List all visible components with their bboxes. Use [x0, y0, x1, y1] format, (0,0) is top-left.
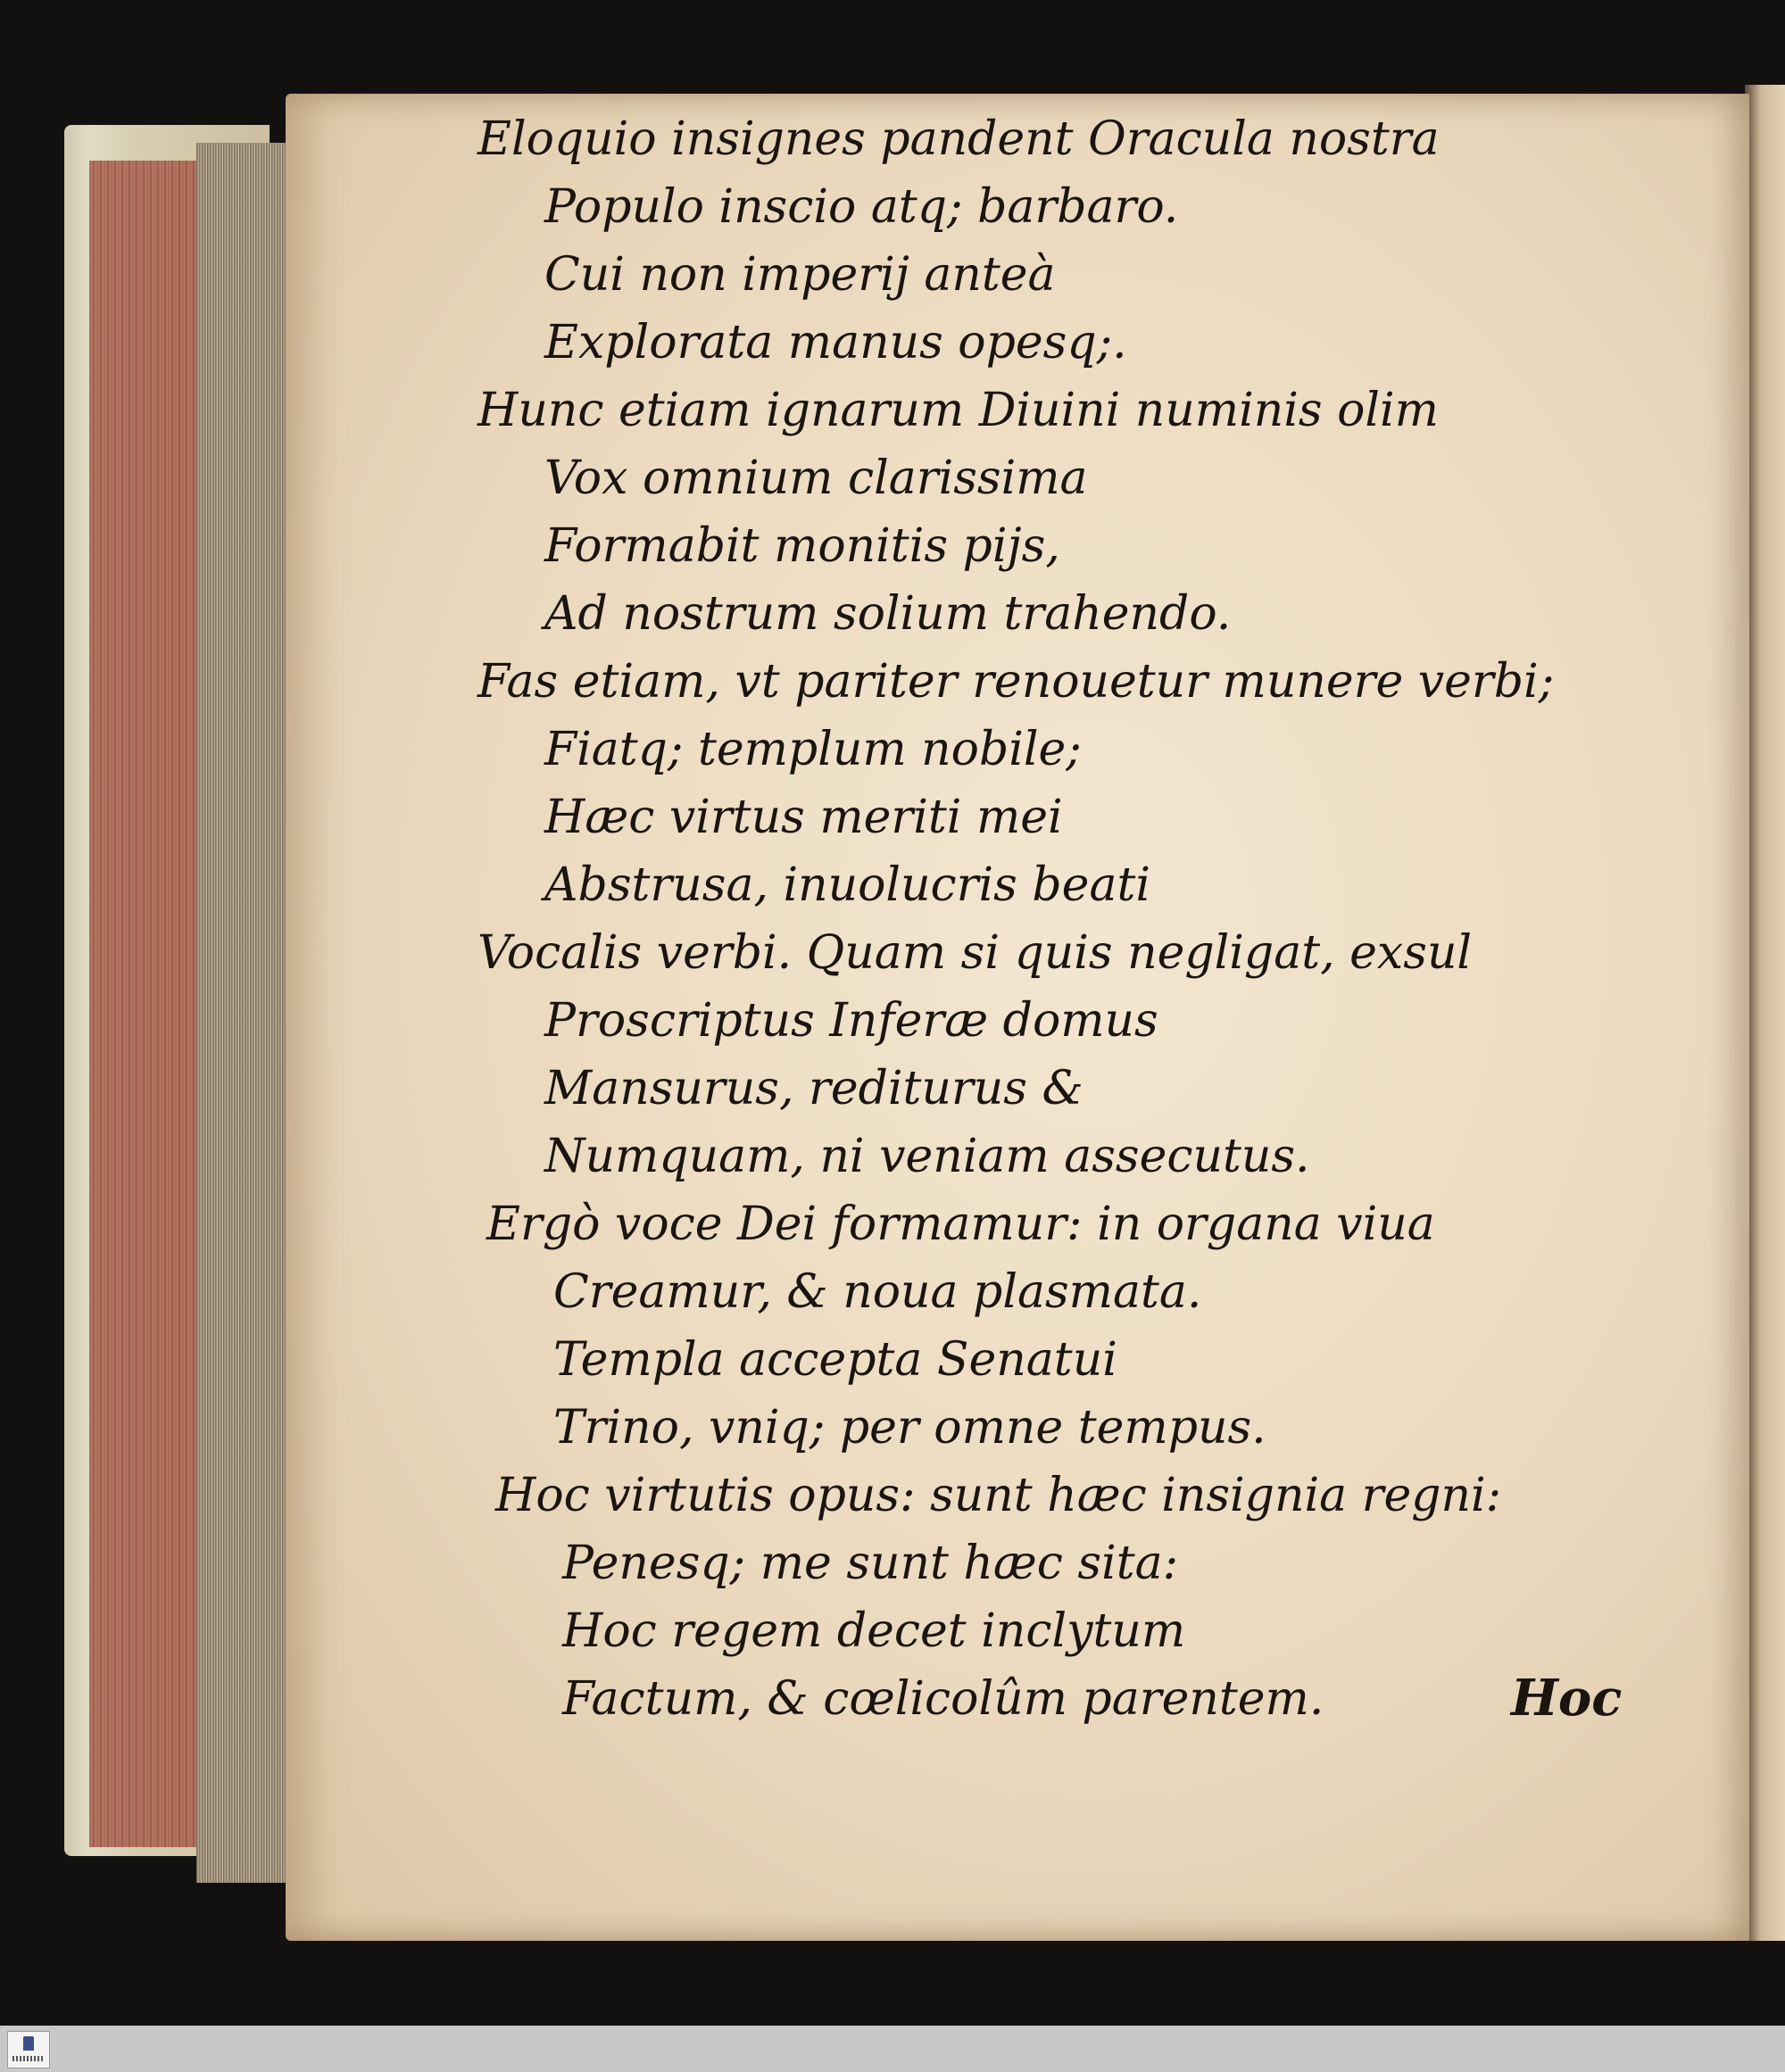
verse-line: Explorata manus opesq;.	[544, 316, 1127, 369]
verse-line: Proscriptus Inferæ domus	[544, 994, 1158, 1048]
verse-line: Populo inscio atq; barbaro.	[544, 180, 1179, 234]
verse-line: Ad nostrum solium trahendo.	[544, 587, 1232, 641]
verse-line: Vocalis verbi. Quam si quis negligat, exsul	[477, 926, 1473, 980]
verse-line: Hæc virtus meriti mei	[544, 791, 1063, 844]
verse-line: Templa accepta Senatui	[553, 1333, 1117, 1387]
verse-line: Fas etiam, vt pariter renouetur munere verbi;	[477, 655, 1555, 709]
verse-line: Mansurus, rediturus &	[544, 1062, 1083, 1115]
verse-line: Fiatq; templum nobile;	[544, 723, 1082, 776]
catchword: Hoc	[1511, 1669, 1623, 1728]
verse-line: Ergò voce Dei formamur: in organa viua	[486, 1198, 1435, 1251]
library-logo-icon	[7, 2031, 50, 2068]
verse-line: Cui non imperij anteà	[544, 248, 1056, 302]
verse-line: Abstrusa, inuolucris beati	[544, 858, 1150, 912]
verse-line: Hoc regem decet inclytum	[562, 1604, 1186, 1658]
verse-line: Formabit monitis pijs,	[544, 519, 1060, 573]
verse-line: Creamur, & noua plasmata.	[553, 1265, 1202, 1319]
verse-line: Hoc virtutis opus: sunt hæc insignia regni:	[495, 1469, 1502, 1522]
verse-line: Hunc etiam ignarum Diuini numinis olim	[477, 384, 1439, 437]
book-page	[286, 94, 1749, 1941]
verse-line: Vox omnium clarissima	[544, 452, 1088, 505]
verse-line: Penesq; me sunt hæc sita:	[562, 1537, 1179, 1590]
verse-line: Factum, & cœlicolûm parentem.	[562, 1672, 1324, 1726]
facing-page-edge	[1745, 85, 1785, 1941]
verse-line: Trino, vniq; per omne tempus.	[553, 1401, 1266, 1455]
verse-line: Eloquio insignes pandent Oracula nostra	[477, 112, 1440, 166]
verse-line: Numquam, ni veniam assecutus.	[544, 1130, 1310, 1183]
viewer-footer-bar	[0, 2026, 1785, 2072]
